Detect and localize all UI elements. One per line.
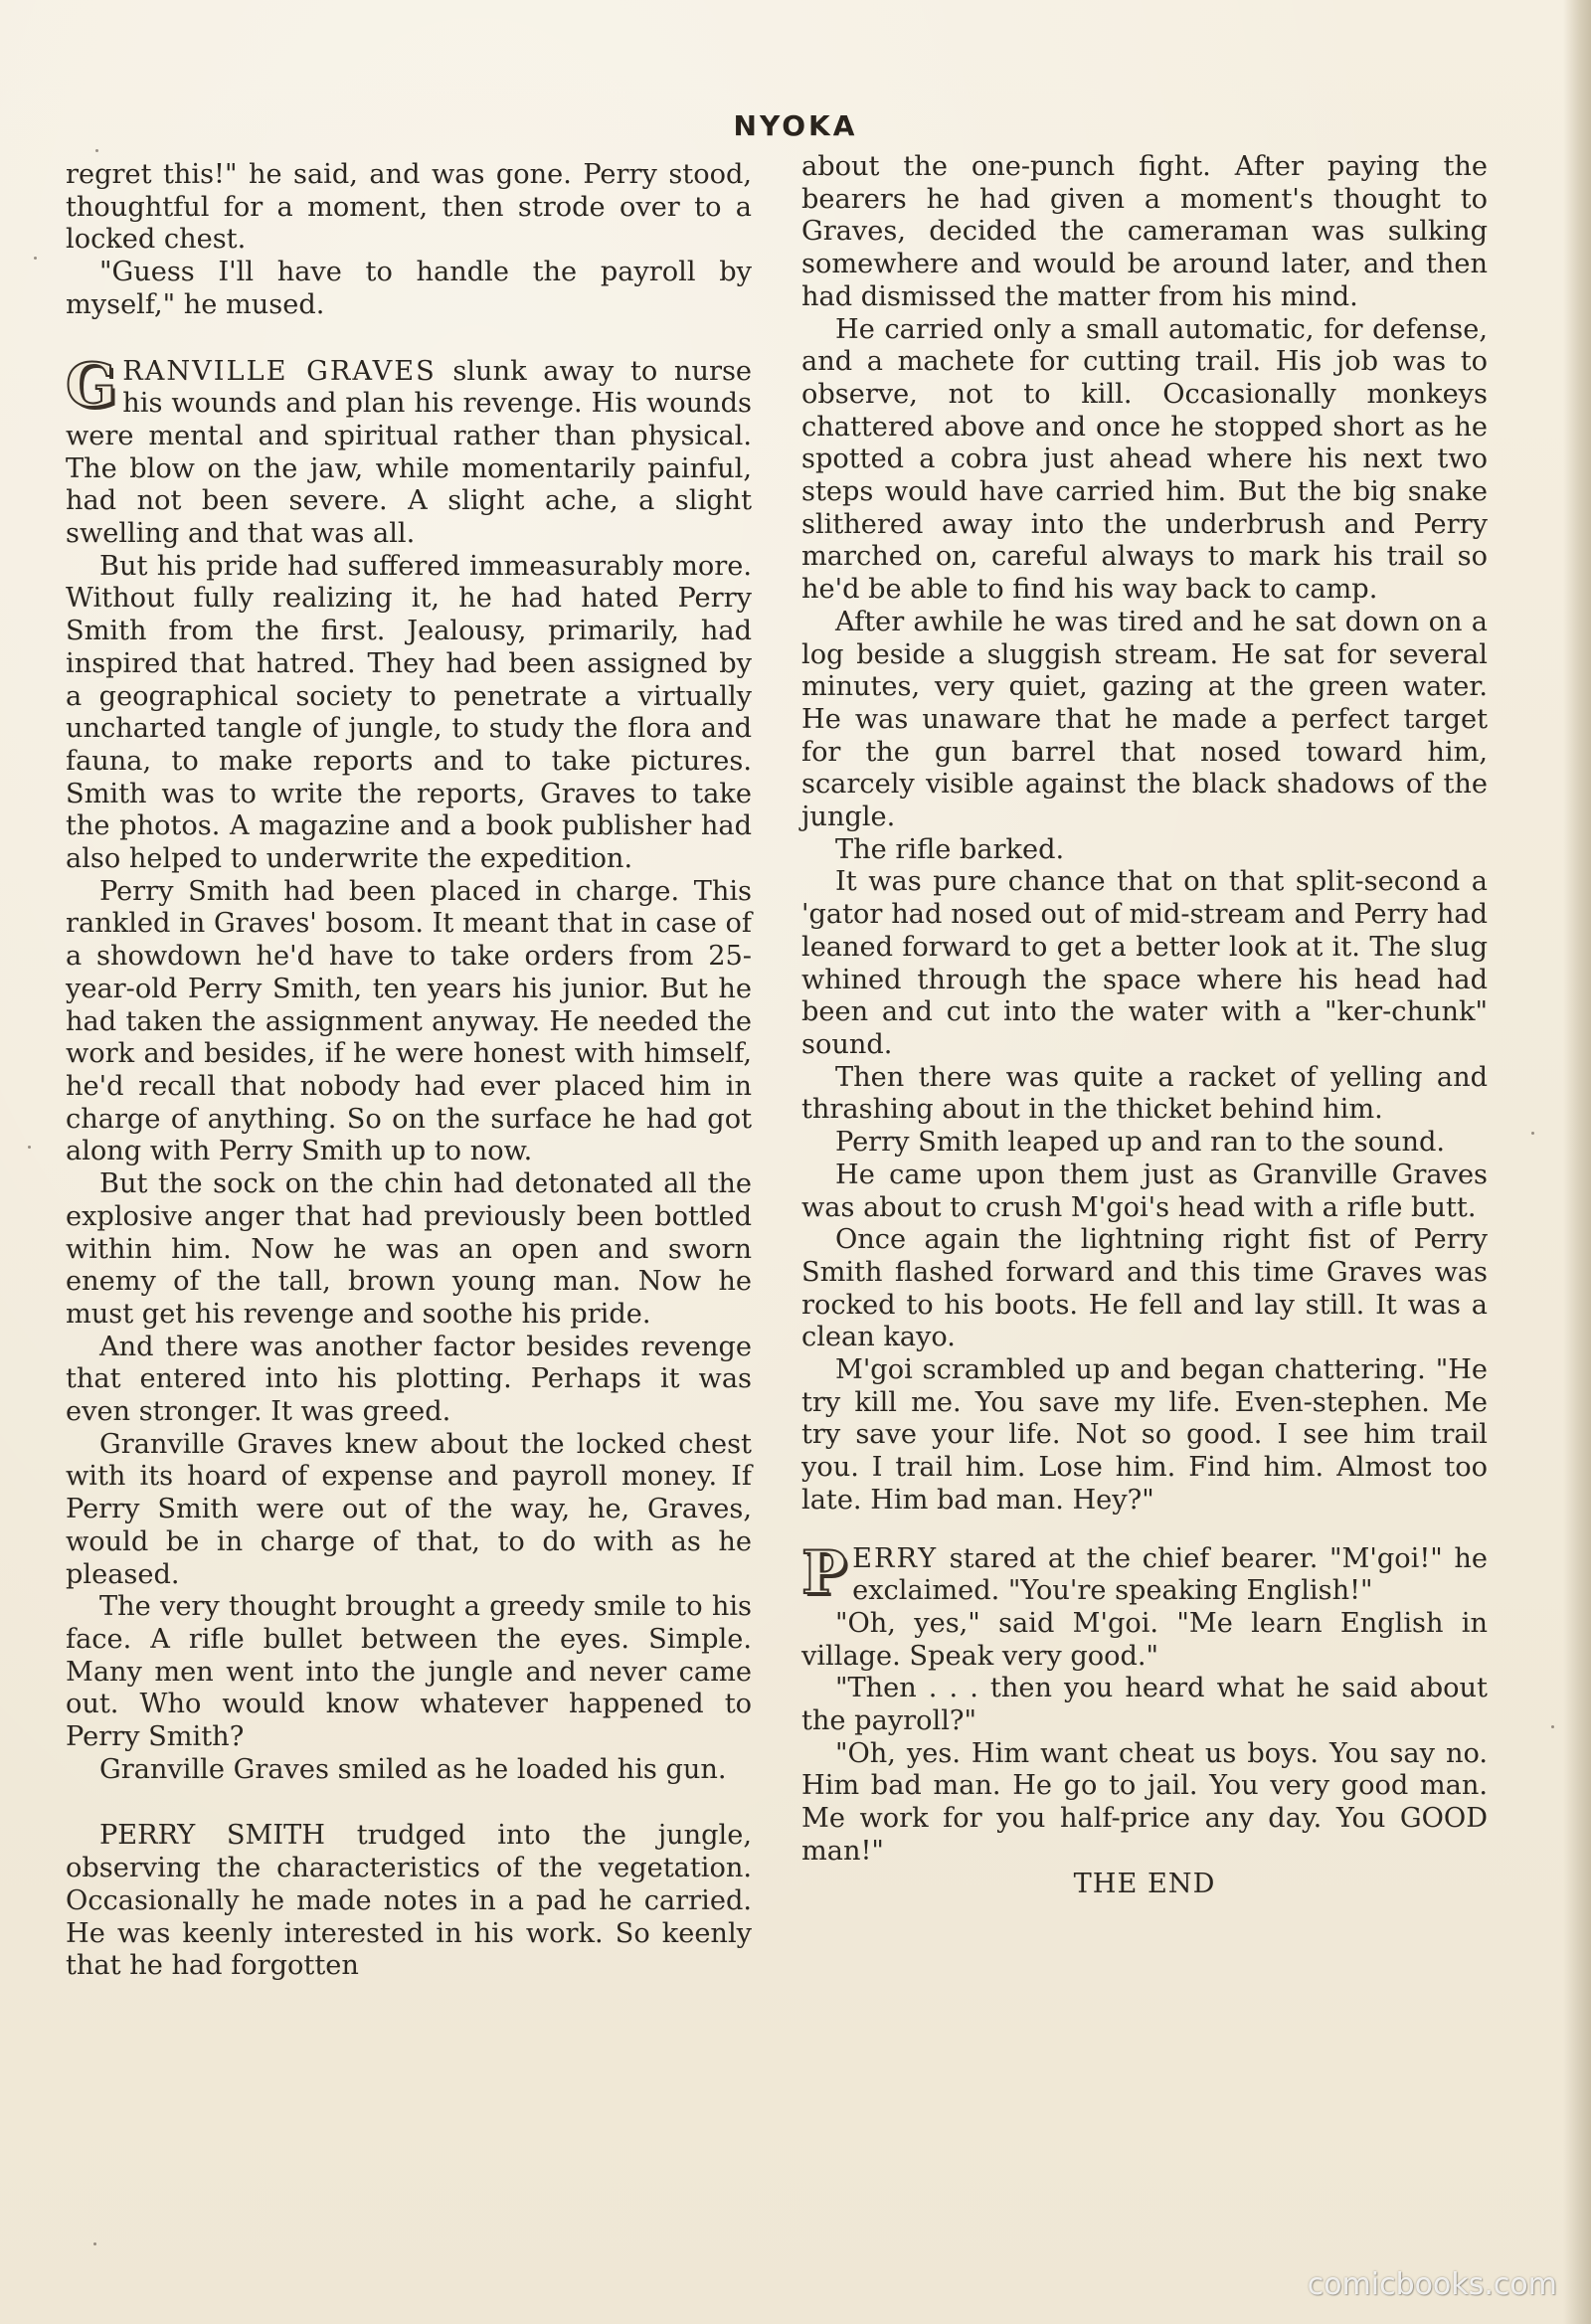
paragraph: After awhile he was tired and he sat down on a log beside a sluggish stream. He sat for several minutes, very quiet, gazing at the green water. He was unaware that he made a perfect target for the gun barrel that nosed toward him, scarcely visible against the black shadows of the jungle. [801,606,1488,833]
drop-cap: G [66,350,117,421]
paragraph: "Oh, yes," said M'goi. "Me learn English in village. Speak very good." [801,1607,1488,1672]
section-break [66,1786,752,1820]
page-edge-shadow [1563,0,1591,2324]
section-opening-paragraph [66,1820,752,1983]
paragraph-text: stared at the chief bearer. "M'goi!" he exclaimed. "You're speaking English!" [852,1542,1488,1607]
running-head: NYOKA [733,109,858,142]
paragraph: The rifle barked. [835,833,1065,865]
paragraph: Then there was quite a racket of yelling and thrashing about in the thicket behind him. [801,1061,1488,1126]
paragraph: "Oh, yes. Him want cheat us boys. You say no. Him bad man. He go to jail. You very good man. Me work for you half-price any day. You GOOD man!" [801,1737,1488,1867]
section-opening-paragraph [66,350,752,551]
paragraph: Granville Graves smiled as he loaded his gun. [99,1753,727,1785]
paragraph: And there was another factor besides revenge that entered into his plotting. Perhaps it was even stronger. It was greed. [66,1331,752,1428]
drop-cap: P [801,1537,847,1608]
paragraph: "Then . . . then you heard what he said about the payroll?" [801,1673,1488,1737]
paragraph: The very thought brought a greedy smile to his face. A rifle bullet between the eyes. Simple. Many men went into the jungle and never came out. Who would know whatever happened to Perry Smith? [66,1591,752,1753]
print-speck [1551,1725,1554,1728]
paragraph: Perry Smith had been placed in charge. This rankled in Graves' bosom. It meant that in case of a showdown he'd have to take orders from 25-year-old Perry Smith, ten years his junior. But he had taken the assignment anyway. He needed the work and besides, if he were honest with himself, he'd recall that nobody had ever placed him in charge of anything. So on the surface he had got along with Perry Smith up to now. [66,875,752,1167]
paragraph-text: slunk away to nurse his wounds and plan his revenge. His wounds were mental and spiritual rather than physical. The blow on the jaw, while momentarily painful, had not been severe. A slight ache, a slight swelling and that was all. [66,355,752,550]
lead-in-caps: RANVILLE GRAVES [122,355,437,387]
section-break [66,322,752,356]
lead-in-caps: PERRY SMITH [99,1820,325,1852]
paragraph: It was pure chance that on that split-second a 'gator had nosed out of mid-stream and Perry had leaned forward to get a better look at it. The slug whined through the space where his head had been and cut into the water with a "ker-chunk" sound. [801,866,1488,1060]
paragraph: He carried only a small automatic, for defense, and a machete for cutting trail. His job was to observe, not to kill. Occasionally monkeys chattered above and once he stopped short as he spotted a cobra just ahead where his next two steps would have carried him. But the big snake slithered away into the underbrush and Perry marched on, careful always to mark his trail so he'd be able to find his way back to camp. [801,313,1488,606]
end-mark: THE END [1073,1868,1216,1899]
paragraph: "Guess I'll have to handle the payroll by myself," he mused. [66,257,752,320]
paragraph: Perry Smith leaped up and ran to the sound. [835,1127,1446,1159]
left-column [66,159,752,1983]
print-speck [1531,1132,1534,1135]
paragraph-text: trudged into the jungle, observing the characteristics of the vegetation. Occasionally he made notes in a pad he carried. He was keenly interested in his work. So keenly that he had forgotten [66,1820,752,1982]
print-speck [95,149,98,152]
print-speck [34,257,37,260]
paragraph: regret this!" he said, and was gone. Perry stood, thoughtful for a moment, then strode over to a locked chest. [66,159,752,256]
paragraph: Granville Graves knew about the locked chest with its hoard of expense and payroll money. If Perry Smith were out of the way, he, Graves, would be in charge of that, to do with as he pleased. [66,1428,752,1590]
paragraph: about the one-punch fight. After paying the bearers he had given a moment's thought to Graves, decided the cameraman was sulking somewhere and would be around later, and then had dismissed the matter from his mind. [801,151,1488,312]
section-break [801,1518,1488,1543]
paragraph: But his pride had suffered immeasurably more. Without fully realizing it, he had hated Perry Smith from the first. Jealousy, primarily, had inspired that hatred. They had been assigned by a geographical society to penetrate a virtually uncharted tangle of jungle, to study the flora and fauna, to make reports and to take pictures. Smith was to write the reports, Graves to take the photos. A magazine and a book publisher had also helped to underwrite the expedition. [66,550,752,875]
right-column [801,151,1488,1900]
watermark: comicbooks.com [1307,2267,1557,2302]
lead-in-caps: ERRY [852,1542,939,1574]
print-speck [28,1146,31,1149]
paragraph: Once again the lightning right fist of Perry Smith flashed forward and this time Graves was rocked to his boots. He fell and lay still. It was a clean kayo. [801,1224,1488,1353]
print-speck [93,2242,96,2245]
paragraph: But the sock on the chin had detonated all the explosive anger that had previously been bottled within him. Now he was an open and sworn enemy of the tall, brown young man. Now he must get his revenge and soothe his pride. [66,1168,752,1330]
paragraph: He came upon them just as Granville Graves was about to crush M'goi's head with a rifle butt. [801,1159,1488,1223]
paragraph: M'goi scrambled up and began chattering. "He try kill me. You save my life. Even-stephen. Me try save your life. Not so good. I see him trail you. I trail him. Lose him. Find him. Almost too late. Him bad man. Hey?" [801,1354,1488,1516]
section-opening-paragraph [801,1537,1488,1608]
